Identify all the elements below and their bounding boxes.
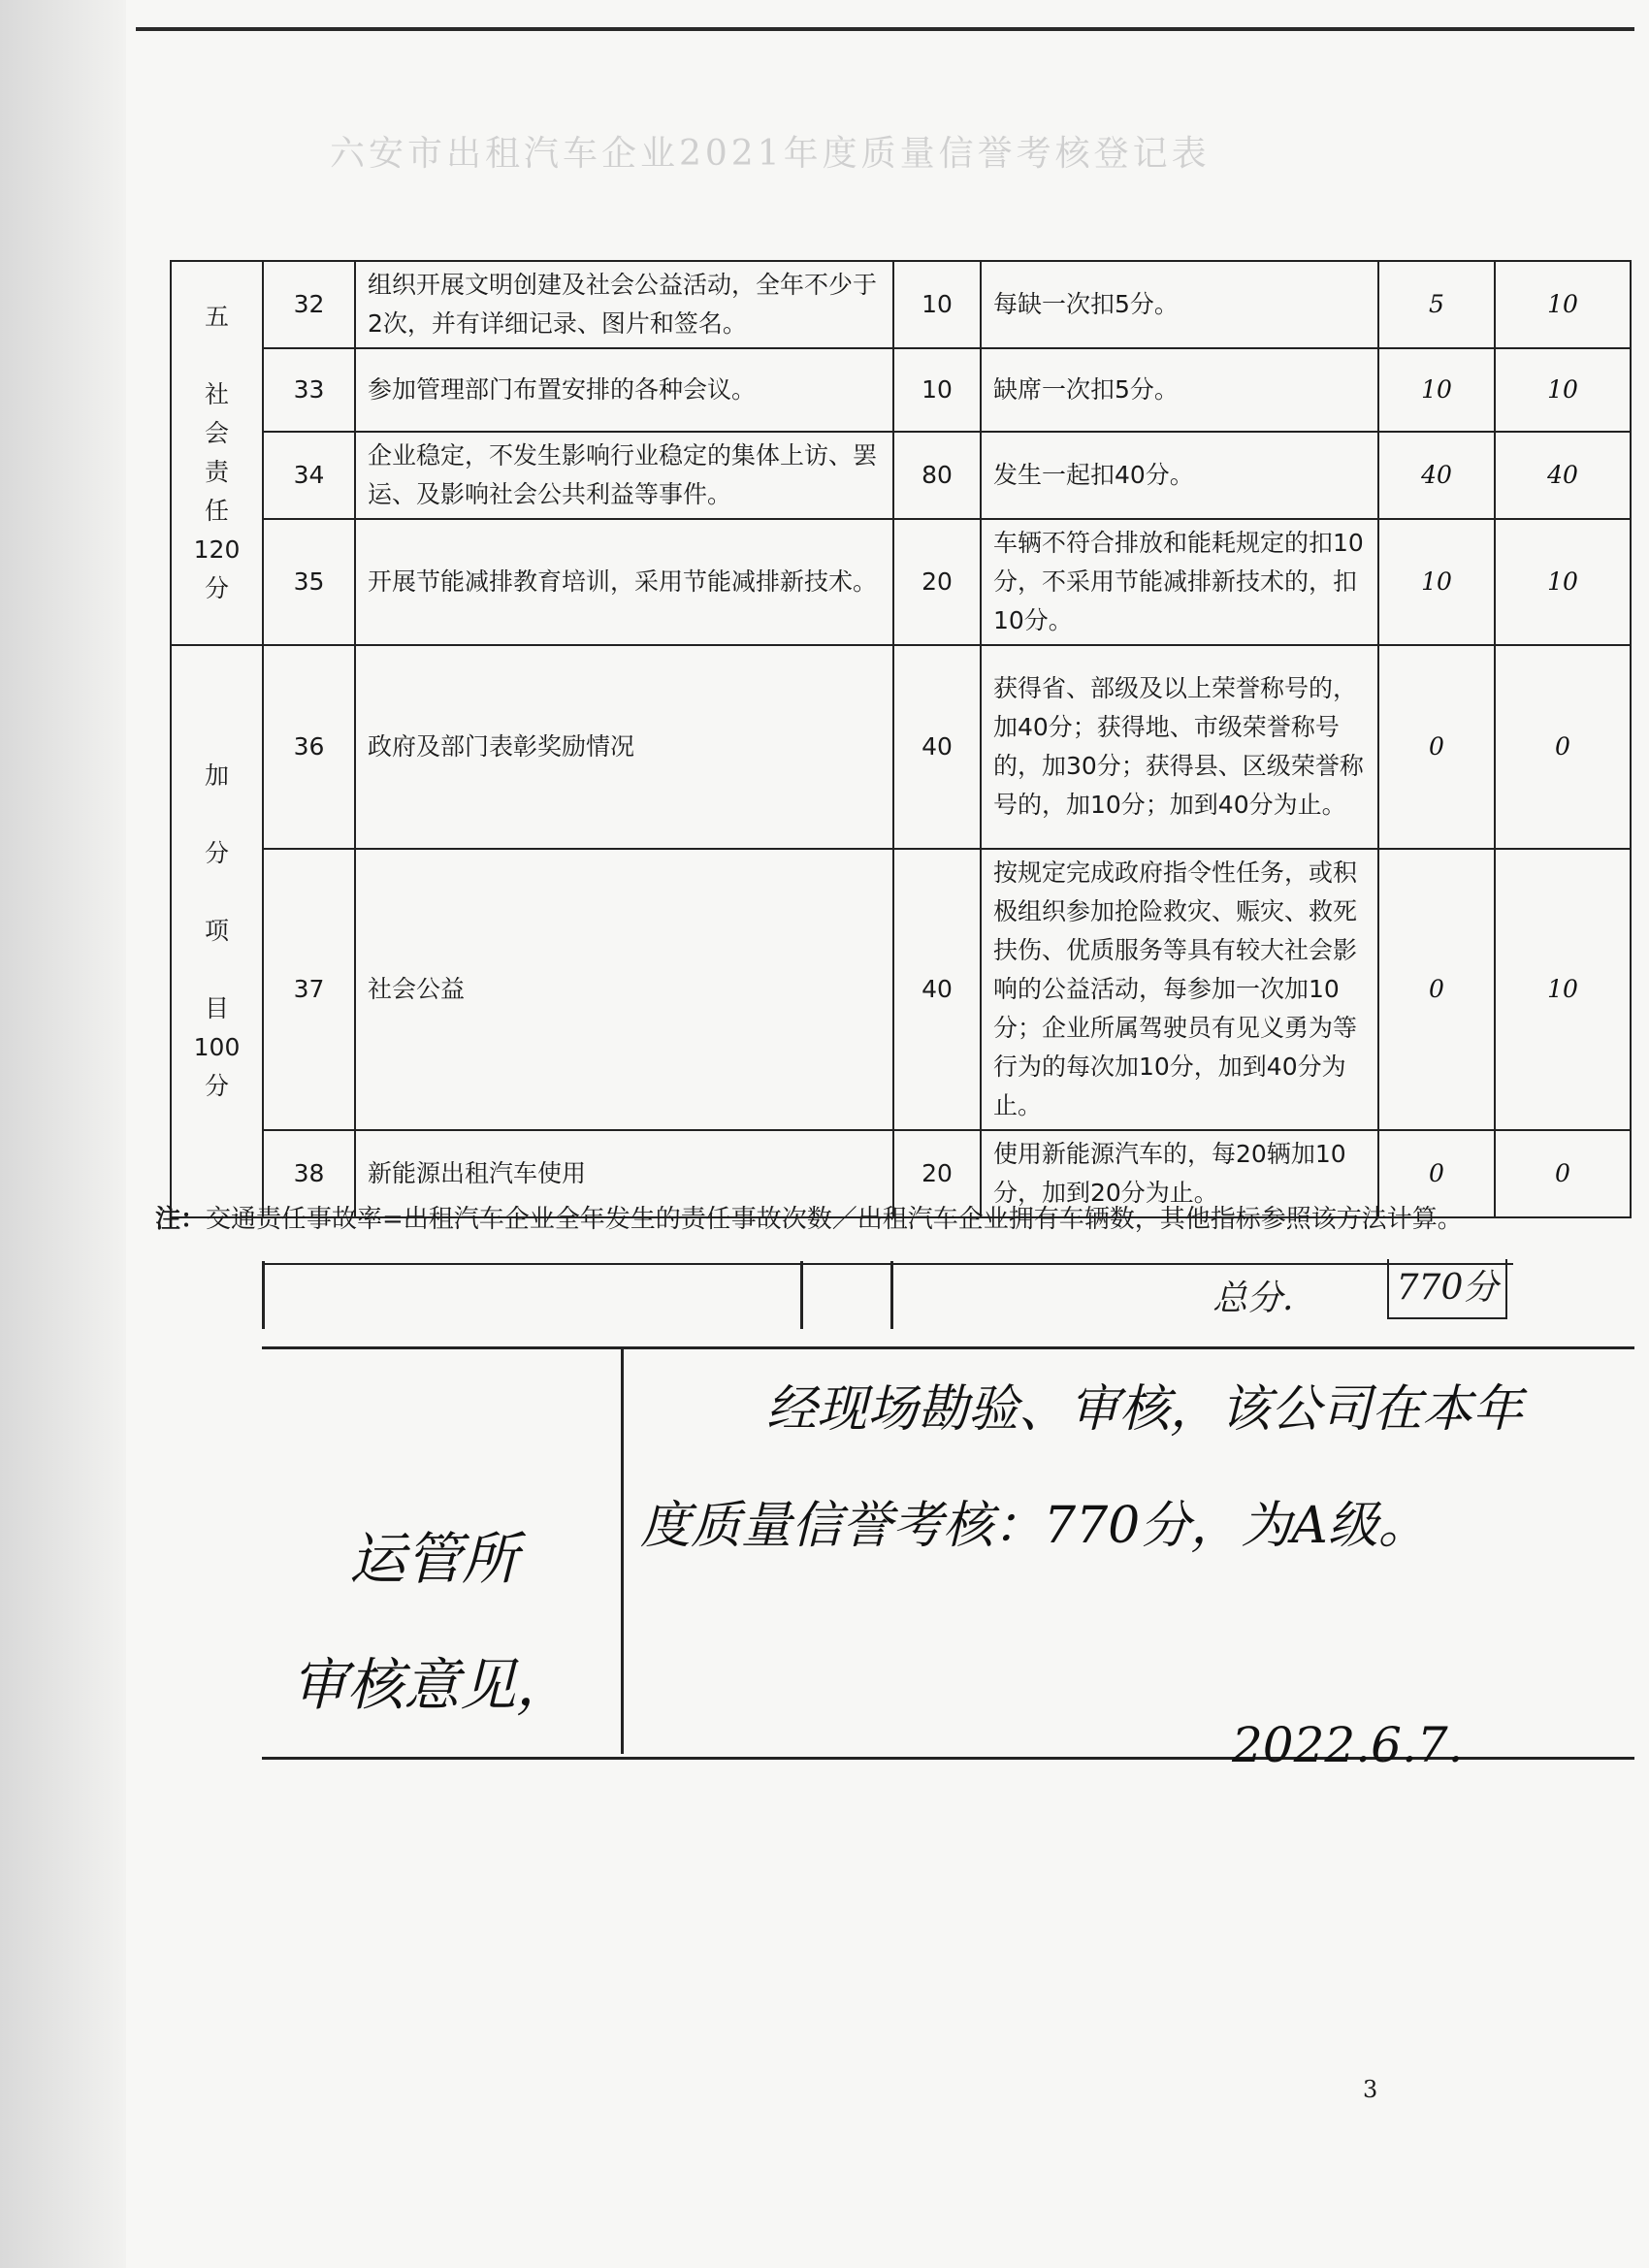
total-label: 总分. [1212, 1279, 1294, 1318]
reviewer-label-line1: 运管所 [349, 1526, 519, 1592]
footnote-text: 交通责任事故率=出租汽车企业全年发生的责任事故次数／出租汽车企业拥有车辆数，其他指标参照该方法计算。 [206, 1205, 1463, 1234]
self-score-cell: 10 [1378, 519, 1495, 645]
scan-left-shadow [0, 0, 126, 2268]
item-description-cell: 新能源出租汽车使用 [355, 1130, 893, 1217]
scoring-rule-cell: 每缺一次扣5分。 [981, 261, 1378, 348]
standard-points-cell: 10 [893, 261, 981, 348]
item-number-cell: 32 [263, 261, 355, 348]
item-number-cell: 34 [263, 432, 355, 519]
assessment-table [170, 260, 1632, 1218]
table-row [171, 348, 1631, 432]
item-description-cell: 政府及部门表彰奖励情况 [355, 645, 893, 849]
table-row [171, 261, 1631, 348]
total-row-divider [262, 1261, 265, 1329]
table-row [171, 432, 1631, 519]
item-number-cell: 38 [263, 1130, 355, 1217]
review-opinion-line2: 度质量信誉考核：770分，为A级。 [640, 1497, 1429, 1555]
standard-points-cell: 20 [893, 1130, 981, 1217]
scoring-rule-cell: 车辆不符合排放和能耗规定的扣10分，不采用节能减排新技术的，扣10分。 [981, 519, 1378, 645]
category-cell: 加 分 项 目 100分 [171, 645, 263, 1217]
review-date: 2022.6.7. [1232, 1717, 1464, 1773]
item-number-cell: 35 [263, 519, 355, 645]
item-description-cell: 组织开展文明创建及社会公益活动，全年不少于2次，并有详细记录、图片和签名。 [355, 261, 893, 348]
total-row-divider [800, 1261, 803, 1329]
item-description-cell: 开展节能减排教育培训，采用节能减排新技术。 [355, 519, 893, 645]
standard-points-cell: 40 [893, 849, 981, 1130]
scoring-rule-cell: 缺席一次扣5分。 [981, 348, 1378, 432]
page-number: 3 [1363, 2076, 1378, 2103]
review-opinion-line1: 经现场勘验、审核，该公司在本年 [766, 1380, 1524, 1439]
scoring-rule-cell: 获得省、部级及以上荣誉称号的，加40分；获得地、市级荣誉称号的，加30分；获得县、区级荣誉称号的，加10分；加到40分为止。 [981, 645, 1378, 849]
standard-points-cell: 40 [893, 645, 981, 849]
page-top-rule [136, 27, 1634, 31]
category-cell: 五 社 会 责 任 120分 [171, 261, 263, 645]
review-score-cell: 10 [1495, 849, 1631, 1130]
self-score-cell: 10 [1378, 348, 1495, 432]
item-number-cell: 33 [263, 348, 355, 432]
self-score-cell: 0 [1378, 645, 1495, 849]
standard-points-cell: 80 [893, 432, 981, 519]
table-row [171, 645, 1631, 849]
self-score-cell: 40 [1378, 432, 1495, 519]
review-score-cell: 40 [1495, 432, 1631, 519]
reviewer-label-line2: 审核意见， [291, 1652, 573, 1718]
footnote-label: 注： [155, 1205, 207, 1234]
item-description-cell: 社会公益 [355, 849, 893, 1130]
scoring-rule-cell: 按规定完成政府指令性任务，或积极组织参加抢险救灾、赈灾、救死扶伤、优质服务等具有较大社会影响的公益活动，每参加一次加10分；企业所属驾驶员有见义勇为等行为的每次加10分，加到40分为止。 [981, 849, 1378, 1130]
self-score-cell: 0 [1378, 849, 1495, 1130]
bleed-through-title: 六安市出租汽车企业2021年度质量信誉考核登记表 [330, 134, 1211, 174]
item-number-cell: 37 [263, 849, 355, 1130]
item-number-cell: 36 [263, 645, 355, 849]
review-score-cell: 10 [1495, 519, 1631, 645]
review-score-cell: 0 [1495, 645, 1631, 849]
total-row-divider [890, 1261, 893, 1329]
total-value: 770分 [1387, 1259, 1507, 1319]
total-row [262, 1261, 1513, 1329]
table-footnote [155, 1198, 1513, 1241]
review-score-cell: 0 [1495, 1130, 1631, 1217]
review-opinion-divider [621, 1346, 624, 1754]
review-score-cell: 10 [1495, 261, 1631, 348]
table-row [171, 849, 1631, 1130]
self-score-cell: 0 [1378, 1130, 1495, 1217]
scoring-rule-cell: 使用新能源汽车的，每20辆加10分，加到20分为止。 [981, 1130, 1378, 1217]
total-row-rule [262, 1263, 1513, 1265]
table-row [171, 519, 1631, 645]
self-score-cell: 5 [1378, 261, 1495, 348]
scoring-rule-cell: 发生一起扣40分。 [981, 432, 1378, 519]
review-score-cell: 10 [1495, 348, 1631, 432]
standard-points-cell: 10 [893, 348, 981, 432]
item-description-cell: 参加管理部门布置安排的各种会议。 [355, 348, 893, 432]
standard-points-cell: 20 [893, 519, 981, 645]
item-description-cell: 企业稳定，不发生影响行业稳定的集体上访、罢运、及影响社会公共利益等事件。 [355, 432, 893, 519]
